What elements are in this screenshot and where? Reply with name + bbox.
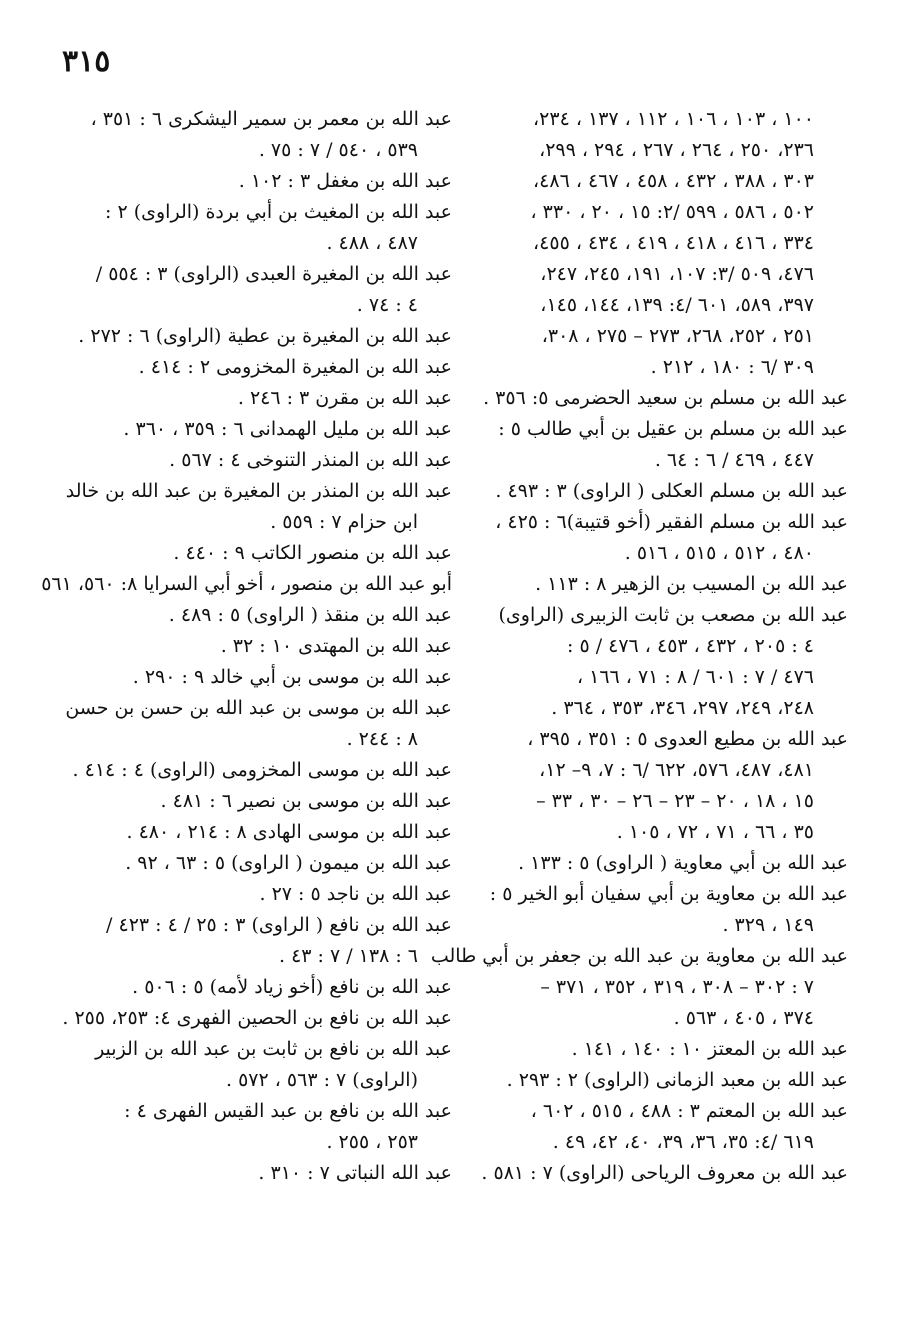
index-entry-line: ٣٩٧، ٥٨٩، ٦٠١ /٤: ١٣٩، ١٤٤، ١٤٥، — [540, 294, 814, 316]
index-entry-line: ١٠٠ ، ١٠٣ ، ١٠٦ ، ١١٢ ، ١٣٧ ، ٢٣٤، — [533, 108, 814, 130]
index-entry-line: عبد الله بن المهتدى ١٠ : ٣٢ . — [220, 635, 452, 657]
index-entry — [62, 786, 452, 817]
index-entry-line: ٣٧٤ ، ٤٠٥ ، ٥٦٣ . — [673, 1007, 814, 1029]
index-entry — [468, 383, 848, 414]
index-entry-line: عبد الله بن معاوية بن عبد الله بن جعفر بن أبي طالب — [430, 945, 848, 967]
index-entry-line: عبد الله بن مسلم الفقير (أخو قتيبة)٦ : ٤٢٥ ، — [495, 511, 848, 533]
index-entry-line: ٧ : ٣٠٢ – ٣٠٨ ، ٣١٩ ، ٣٥٢ ، ٣٧١ – — [540, 976, 814, 998]
index-entry-line: عبد الله بن مغفل ٣ : ١٠٢ . — [238, 170, 452, 192]
index-entry-line: ٤٧٦ / ٧ : ٦٠١ / ٨ : ٧١ ، ١٦٦ ، — [576, 666, 814, 688]
index-entry — [62, 383, 452, 414]
index-entry-line: ابن حزام ٧ : ٥٥٩ . — [270, 511, 418, 533]
index-entry — [62, 414, 452, 445]
index-entry-line: ٣٣٤ ، ٤١٦ ، ٤١٨ ، ٤١٩ ، ٤٣٤ ، ٤٥٥، — [533, 232, 814, 254]
index-entry-line: ٤٨١، ٤٨٧، ٥٧٦، ٦٢٢ /٦ : ٧، ٩– ١٢، — [539, 759, 814, 781]
index-entry-line: ٢٣٦، ٢٥٠ ، ٢٦٤ ، ٢٦٧ ، ٢٩٤ ، ٢٩٩، — [539, 139, 814, 161]
index-entry — [468, 1096, 848, 1158]
index-entry — [62, 1003, 452, 1034]
index-entry-line: عبد الله بن المعتم ٣ : ٤٨٨ ، ٥١٥ ، ٦٠٢ ، — [530, 1100, 848, 1122]
index-entry-line: ٤٨٠ ، ٥١٢ ، ٥١٥ ، ٥١٦ . — [624, 542, 814, 564]
index-entry — [62, 848, 452, 879]
index-entry — [62, 352, 452, 383]
index-entry — [468, 414, 848, 476]
index-entry-line: ٥٣٩ ، ٥٤٠ / ٧ : ٧٥ . — [258, 139, 418, 161]
index-entry — [468, 724, 848, 848]
index-entry-line: عبد الله بن منقذ ( الراوى) ٥ : ٤٨٩ . — [168, 604, 452, 626]
index-entry-line: عبد الله بن ميمون ( الراوى) ٥ : ٦٣ ، ٩٢ . — [125, 852, 452, 874]
index-entry-line: عبد الله بن مطيع العدوى ٥ : ٣٥١ ، ٣٩٥ ، — [527, 728, 848, 750]
index-entry-line: عبد الله بن نافع بن عبد القيس الفهرى ٤ : — [124, 1100, 452, 1122]
index-entry-line: ٣٠٩ /٦ : ١٨٠ ، ٢١٢ . — [650, 356, 814, 378]
index-entry-line: عبد الله بن المعتز ١٠ : ١٤٠ ، ١٤١ . — [571, 1038, 848, 1060]
index-entry — [41, 569, 452, 600]
index-entry-line: عبد الله بن نافع بن الحصين الفهرى ٤: ٢٥٣، ٢٥٥ . — [62, 1007, 452, 1029]
index-entry — [62, 445, 452, 476]
index-entry-line: أبو عبد الله بن منصور ، أخو أبي السرايا ٨: ٥٦٠، ٥٦١ — [41, 573, 452, 595]
index-entry-line: ٤ : ٢٠٥ ، ٤٣٢ ، ٤٥٣ ، ٤٧٦ / ٥ : — [566, 635, 814, 657]
index-entry-line: عبد الله بن مسلم بن عقيل بن أبي طالب ٥ : — [498, 418, 848, 440]
index-entry — [62, 1158, 452, 1189]
index-entry-line: عبد الله بن مليل الهمدانى ٦ : ٣٥٩ ، ٣٦٠ . — [123, 418, 452, 440]
index-entry-line: ٢٥٣ ، ٢٥٥ . — [326, 1131, 418, 1153]
index-entry-line: عبد الله بن نافع ( الراوى) ٣ : ٢٥ / ٤ : ٤٢٣ / — [106, 914, 452, 936]
index-entry-line: ٦١٩ /٤: ٣٥، ٣٦، ٣٩، ٤٠، ٤٢، ٤٩ . — [552, 1131, 814, 1153]
index-entry — [62, 197, 452, 259]
index-entry — [62, 259, 452, 321]
index-entry-line: عبد الله بن المسيب بن الزهير ٨ : ١١٣ . — [535, 573, 848, 595]
index-entry-line: عبد الله بن المنذر التنوخى ٤ : ٥٦٧ . — [169, 449, 452, 471]
index-entry-line: عبد الله بن مقرن ٣ : ٢٤٦ . — [237, 387, 452, 409]
index-entry — [62, 879, 452, 910]
index-entry — [468, 104, 848, 383]
index-entry-line: ١٤٩ ، ٣٢٩ . — [722, 914, 814, 936]
index-entry — [468, 600, 848, 724]
index-entry — [468, 1158, 848, 1189]
index-entry-line: ٤ : ٧٤ . — [356, 294, 418, 316]
index-entry-line: ٤٨٧ ، ٤٨٨ . — [326, 232, 418, 254]
index-entry-line: عبد الله بن المنذر بن المغيرة بن عبد الله بن خالد — [65, 480, 452, 502]
index-entry-line: عبد الله بن معروف الرياحى (الراوى) ٧ : ٥٨١ . — [481, 1162, 848, 1184]
index-entry — [62, 538, 452, 569]
index-entry-line: عبد الله بن مسلم العكلى ( الراوى) ٣ : ٤٩٣ . — [495, 480, 848, 502]
index-entry — [468, 848, 848, 879]
index-entry-line: عبد الله بن ناجد ٥ : ٢٧ . — [259, 883, 452, 905]
index-entry-line: عبد الله بن مصعب بن ثابت الزبيرى (الراوى) — [498, 604, 848, 626]
index-entry-line: عبد الله بن معبد الزمانى (الراوى) ٢ : ٢٩٣ . — [506, 1069, 848, 1091]
index-entry-line: ٤٤٧ ، ٤٦٩ / ٦ : ٦٤ . — [654, 449, 814, 471]
index-entry-line: عبد الله بن موسى الهادى ٨ : ٢١٤ ، ٤٨٠ . — [126, 821, 452, 843]
index-entry-line: ٢٥١ ، ٢٥٢، ٢٦٨، ٢٧٣ – ٢٧٥ ، ٣٠٨، — [541, 325, 814, 347]
index-entry-line: عبد الله بن موسى بن عبد الله بن حسن بن حسن — [65, 697, 452, 719]
index-entry-line: عبد الله بن موسى بن أبي خالد ٩ : ٢٩٠ . — [132, 666, 452, 688]
index-entry — [468, 569, 848, 600]
index-entry — [430, 941, 848, 1034]
index-entry-line: عبد الله النباتى ٧ : ٣١٠ . — [258, 1162, 452, 1184]
index-entry-line: ٨ : ٢٤٤ . — [346, 728, 418, 750]
index-entry-line: ٤٧٦، ٥٠٩ /٣: ١٠٧، ١٩١، ٢٤٥، ٢٤٧، — [540, 263, 814, 285]
index-entry-line: ٣٥ ، ٦٦ ، ٧١ ، ٧٢ ، ١٠٥ . — [616, 821, 814, 843]
index-entry — [62, 476, 452, 538]
index-entry-line: عبد الله بن مسلم بن سعيد الحضرمى ٥: ٣٥٦ . — [483, 387, 848, 409]
index-entry-line: عبد الله بن موسى المخزومى (الراوى) ٤ : ٤١٤ . — [72, 759, 452, 781]
index-entry-line: (الراوى) ٧ : ٥٦٣ ، ٥٧٢ . — [225, 1069, 418, 1091]
index-entry — [468, 1034, 848, 1065]
index-entry — [62, 166, 452, 197]
index-entry — [468, 879, 848, 941]
index-entry — [468, 476, 848, 507]
index-entry-line: عبد الله بن منصور الكاتب ٩ : ٤٤٠ . — [173, 542, 452, 564]
index-entry-line: عبد الله بن نافع بن ثابت بن عبد الله بن الزبير — [95, 1038, 452, 1060]
index-entry-line: عبد الله بن معاوية بن أبي سفيان أبو الخير ٥ : — [489, 883, 848, 905]
index-entry — [62, 600, 452, 631]
index-entry — [62, 662, 452, 693]
index-entry-line: ٥٠٢ ، ٥٨٦ ، ٥٩٩ /٢: ١٥ ، ٢٠ ، ٣٣٠ ، — [530, 201, 814, 223]
index-column-right — [430, 104, 848, 1189]
index-entry — [468, 1065, 848, 1096]
index-entry-line: ٦ : ١٣٨ / ٧ : ٤٣ . — [278, 945, 418, 967]
index-entry — [62, 631, 452, 662]
index-entry-line: عبد الله بن المغيرة العبدى (الراوى) ٣ : ٥٥٤ / — [95, 263, 452, 285]
index-entry-line: عبد الله بن المغيرة المخزومى ٢ : ٤١٤ . — [138, 356, 452, 378]
index-entry-line: عبد الله بن موسى بن نصير ٦ : ٤٨١ . — [160, 790, 452, 812]
index-entry — [62, 104, 452, 166]
index-entry — [62, 1034, 452, 1096]
page-number: ٣١٥ — [62, 44, 111, 79]
index-column-left — [41, 104, 452, 1189]
index-entry — [62, 1096, 452, 1158]
index-entry-line: عبد الله بن المغيث بن أبي بردة (الراوى) ٢ : — [105, 201, 452, 223]
index-entry-line: عبد الله بن أبي معاوية ( الراوى) ٥ : ١٣٣ . — [518, 852, 848, 874]
index-entry-line: ١٥ ، ١٨ ، ٢٠ – ٢٣ – ٢٦ – ٣٠ ، ٣٣ – — [536, 790, 814, 812]
index-entry — [62, 755, 452, 786]
index-entry — [62, 817, 452, 848]
index-entry-line: عبد الله بن المغيرة بن عطية (الراوى) ٦ : ٢٧٢ . — [78, 325, 452, 347]
index-entry — [468, 507, 848, 569]
index-entry-line: عبد الله بن معمر بن سمير اليشكرى ٦ : ٣٥١ ، — [90, 108, 452, 130]
index-entry — [62, 972, 452, 1003]
index-entry — [62, 910, 452, 972]
index-entry — [62, 321, 452, 352]
index-entry-line: عبد الله بن نافع (أخو زياد لأمه) ٥ : ٥٠٦ . — [132, 976, 452, 998]
index-entry-line: ٣٠٣ ، ٣٨٨ ، ٤٣٢ ، ٤٥٨ ، ٤٦٧ ، ٤٨٦، — [533, 170, 814, 192]
index-entry — [62, 693, 452, 755]
index-entry-line: ٢٤٨، ٢٤٩، ٢٩٧، ٣٤٦، ٣٥٣ ، ٣٦٤ . — [551, 697, 814, 719]
